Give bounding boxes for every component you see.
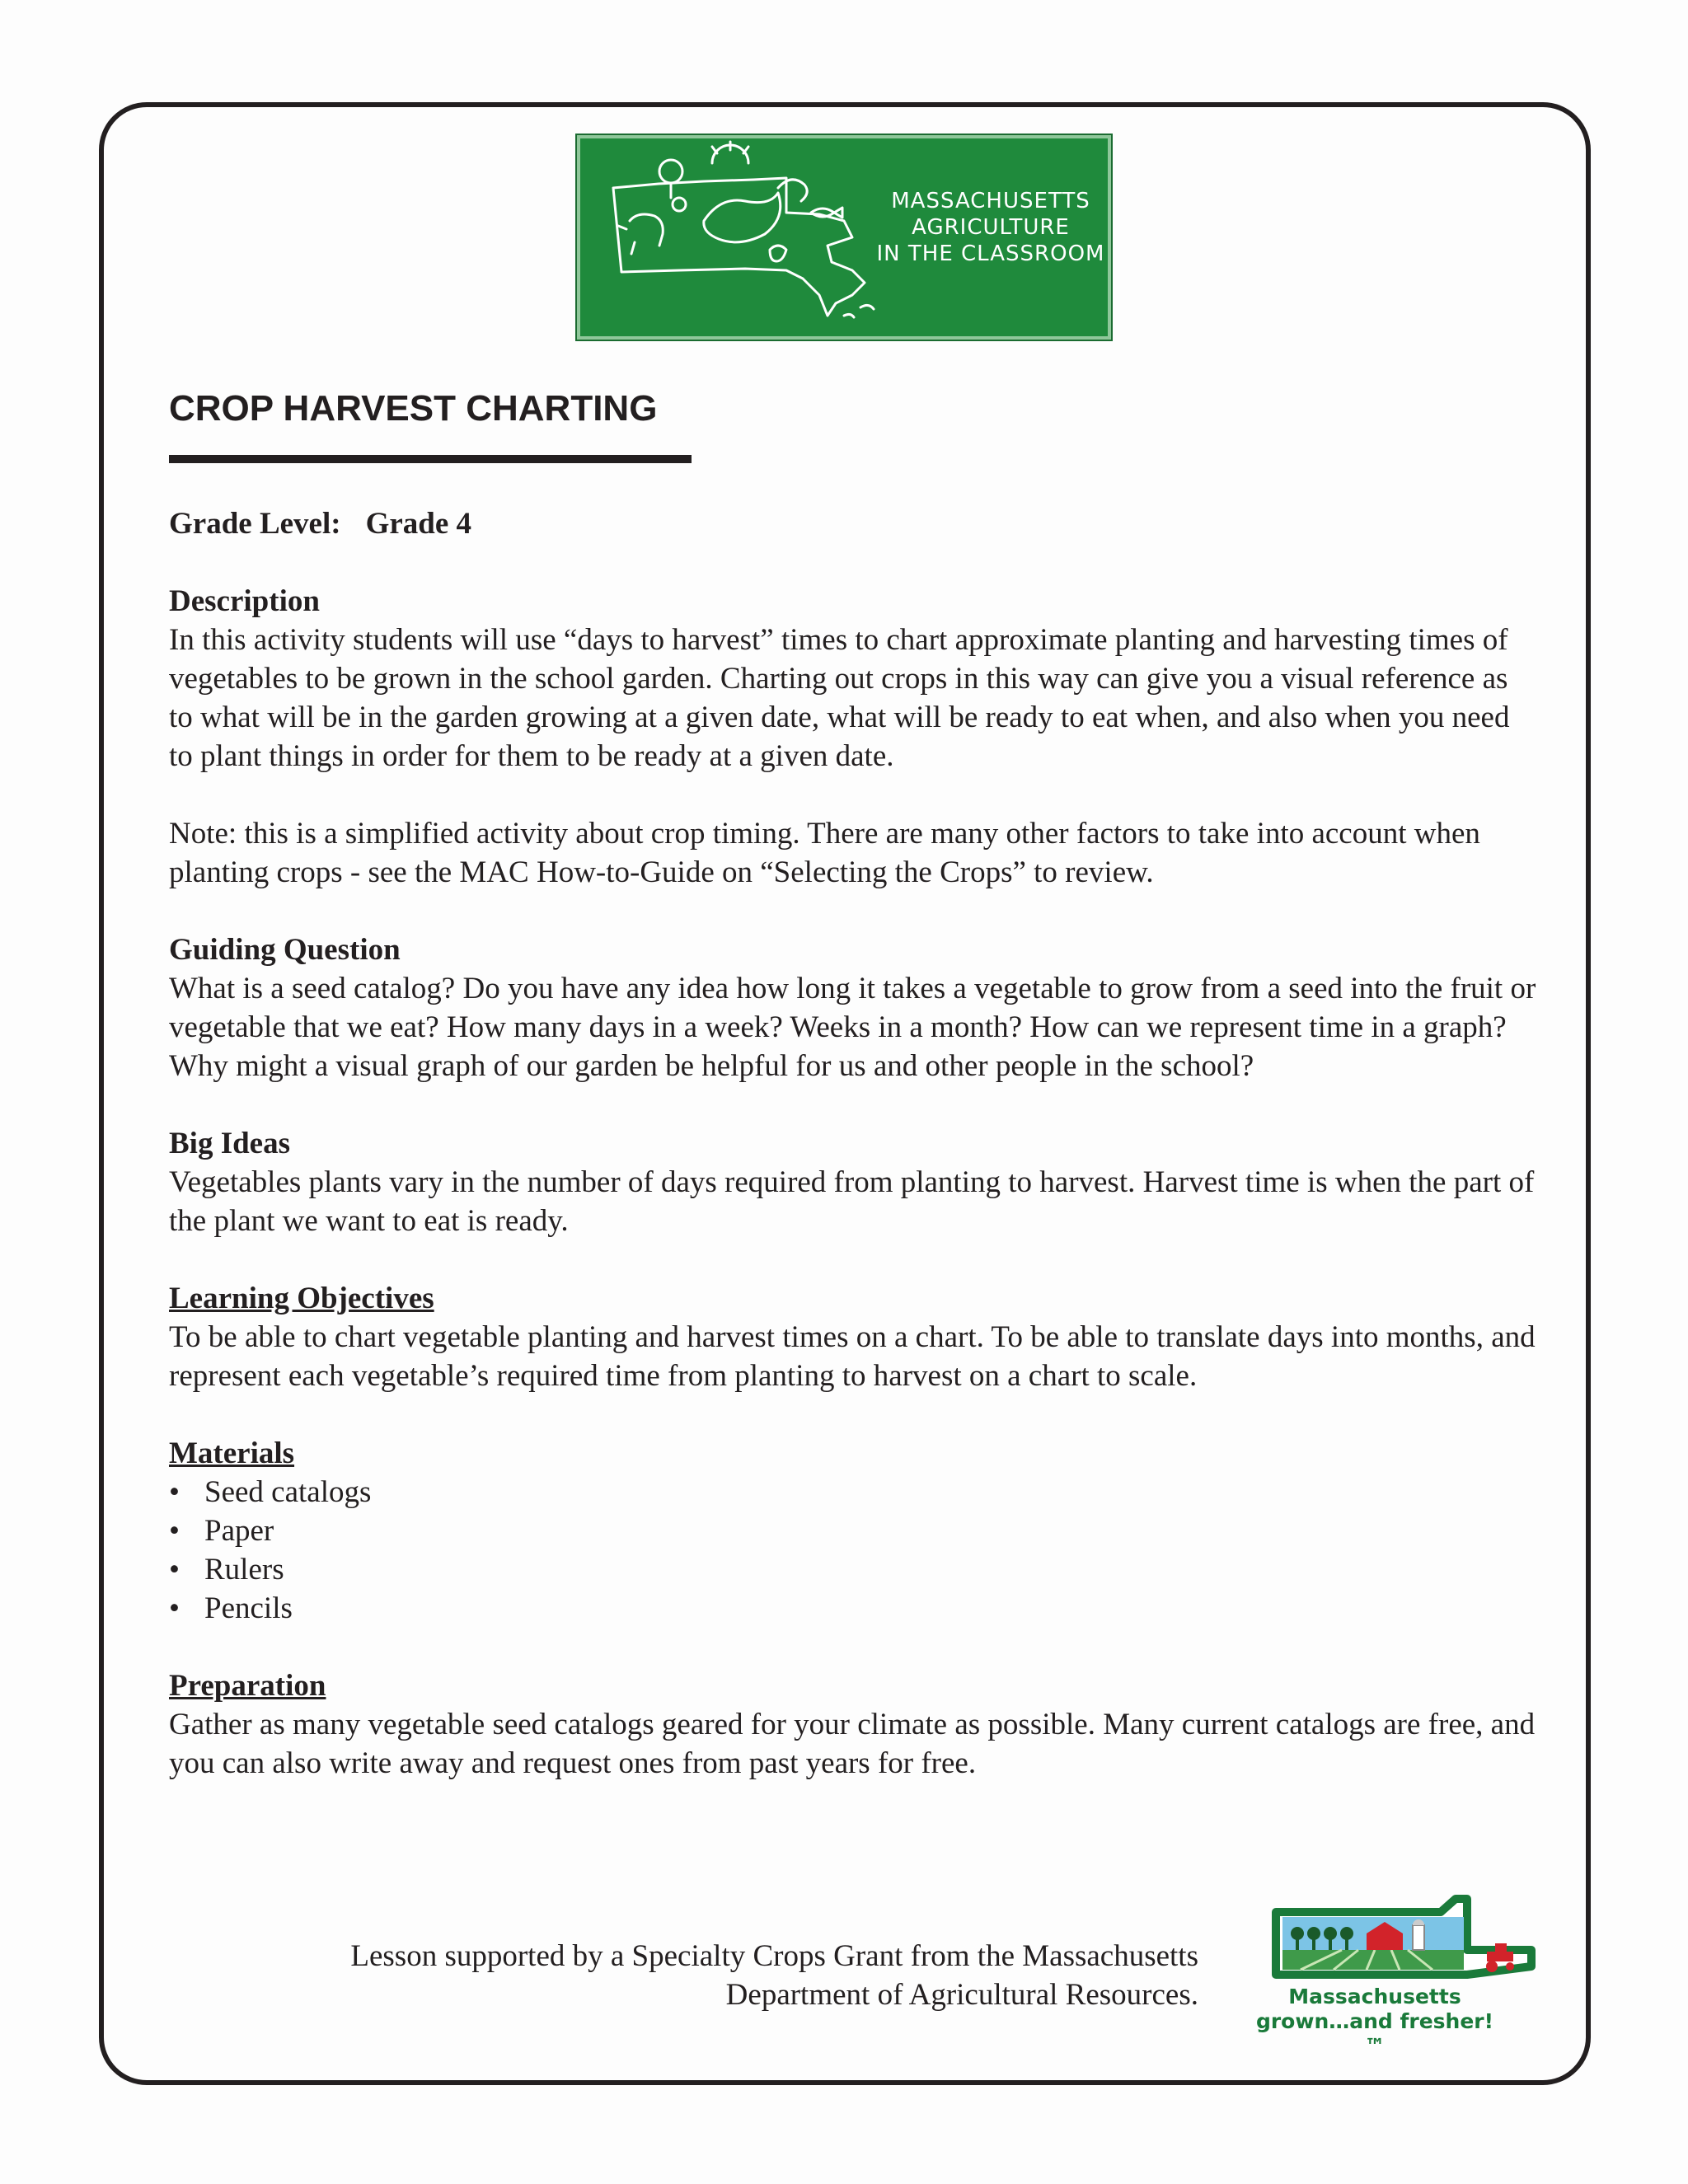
bullet: •	[169, 1553, 180, 1586]
title-underline	[169, 455, 692, 463]
mgf-line: Massachusetts	[1288, 1985, 1461, 2008]
description-heading: Description	[169, 584, 320, 618]
mac-logo-line: MASSACHUSETTS	[891, 189, 1090, 213]
grant-line: Department of Agricultural Resources.	[725, 1978, 1198, 2012]
bullet: •	[169, 1591, 180, 1625]
list-item	[169, 1589, 1537, 1628]
material-label: Pencils	[204, 1591, 293, 1625]
guiding-question-heading: Guiding Question	[169, 933, 401, 967]
mac-logo	[577, 135, 1111, 340]
materials-list	[169, 1473, 1537, 1628]
page-title: CROP HARVEST CHARTING	[169, 388, 658, 429]
grade-level	[169, 504, 1537, 543]
grant-acknowledgement	[247, 1937, 1198, 2014]
big-ideas-heading: Big Ideas	[169, 1127, 291, 1160]
big-ideas-text: Vegetables plants vary in the number of days required from planting to harvest. Harvest time is when the part of the plant we want to eat is ready.	[169, 1165, 1535, 1238]
list-item	[169, 1550, 1537, 1589]
massachusetts-grown-text	[1251, 1985, 1498, 2059]
mac-logo-line: IN THE CLASSROOM	[876, 241, 1105, 266]
massachusetts-grown-logo	[1251, 1892, 1548, 2058]
mac-logo-text	[875, 188, 1106, 267]
material-label: Seed catalogs	[204, 1475, 372, 1509]
lesson-content	[169, 504, 1537, 1821]
list-item	[169, 1511, 1537, 1550]
mac-logo-line: AGRICULTURE	[912, 215, 1070, 240]
material-label: Paper	[204, 1514, 274, 1548]
list-item	[169, 1473, 1537, 1511]
preparation-heading: Preparation	[169, 1669, 326, 1703]
description-text: In this activity students will use “days to harvest” times to chart approximate planting and harvesting times of vegetables to be grown in the school garden. Charting out crops in this way can give you a visual reference as to what will be in the garden growing at a given date, what will be ready to eat when, and also when you need to plant things in order for them to be ready at a given date.	[169, 623, 1510, 773]
bullet: •	[169, 1475, 180, 1509]
material-label: Rulers	[204, 1553, 284, 1586]
mgf-line: grown…and fresher!™	[1255, 2009, 1494, 2058]
bullet: •	[169, 1514, 180, 1548]
grade-level-label: Grade Level:	[169, 507, 341, 541]
grade-level-value: Grade 4	[365, 507, 472, 541]
materials-heading: Materials	[169, 1436, 295, 1470]
grant-line: Lesson supported by a Specialty Crops Grant from the Massachusetts	[350, 1939, 1198, 1973]
learning-objectives-heading: Learning Objectives	[169, 1282, 434, 1315]
note-text: Note: this is a simplified activity about crop timing. There are many other factors to take into account when planting crops - see the MAC How-to-Guide on “Selecting the Crops” to review.	[169, 817, 1480, 889]
preparation-text: Gather as many vegetable seed catalogs geared for your climate as possible. Many current catalogs are free, and you can also write away and request ones from past years for free.	[169, 1708, 1536, 1780]
guiding-question-text: What is a seed catalog? Do you have any idea how long it takes a vegetable to grow from a seed into the fruit or vegetable that we eat? How many days in a week? Weeks in a month? How can we represent time in a graph? Why might a visual graph of our garden be helpful for us and other people in the school?	[169, 972, 1536, 1083]
learning-objectives-text: To be able to chart vegetable planting and harvest times on a chart. To be able to translate days into months, and represent each vegetable’s required time from planting to harvest on a chart to scale.	[169, 1320, 1536, 1393]
